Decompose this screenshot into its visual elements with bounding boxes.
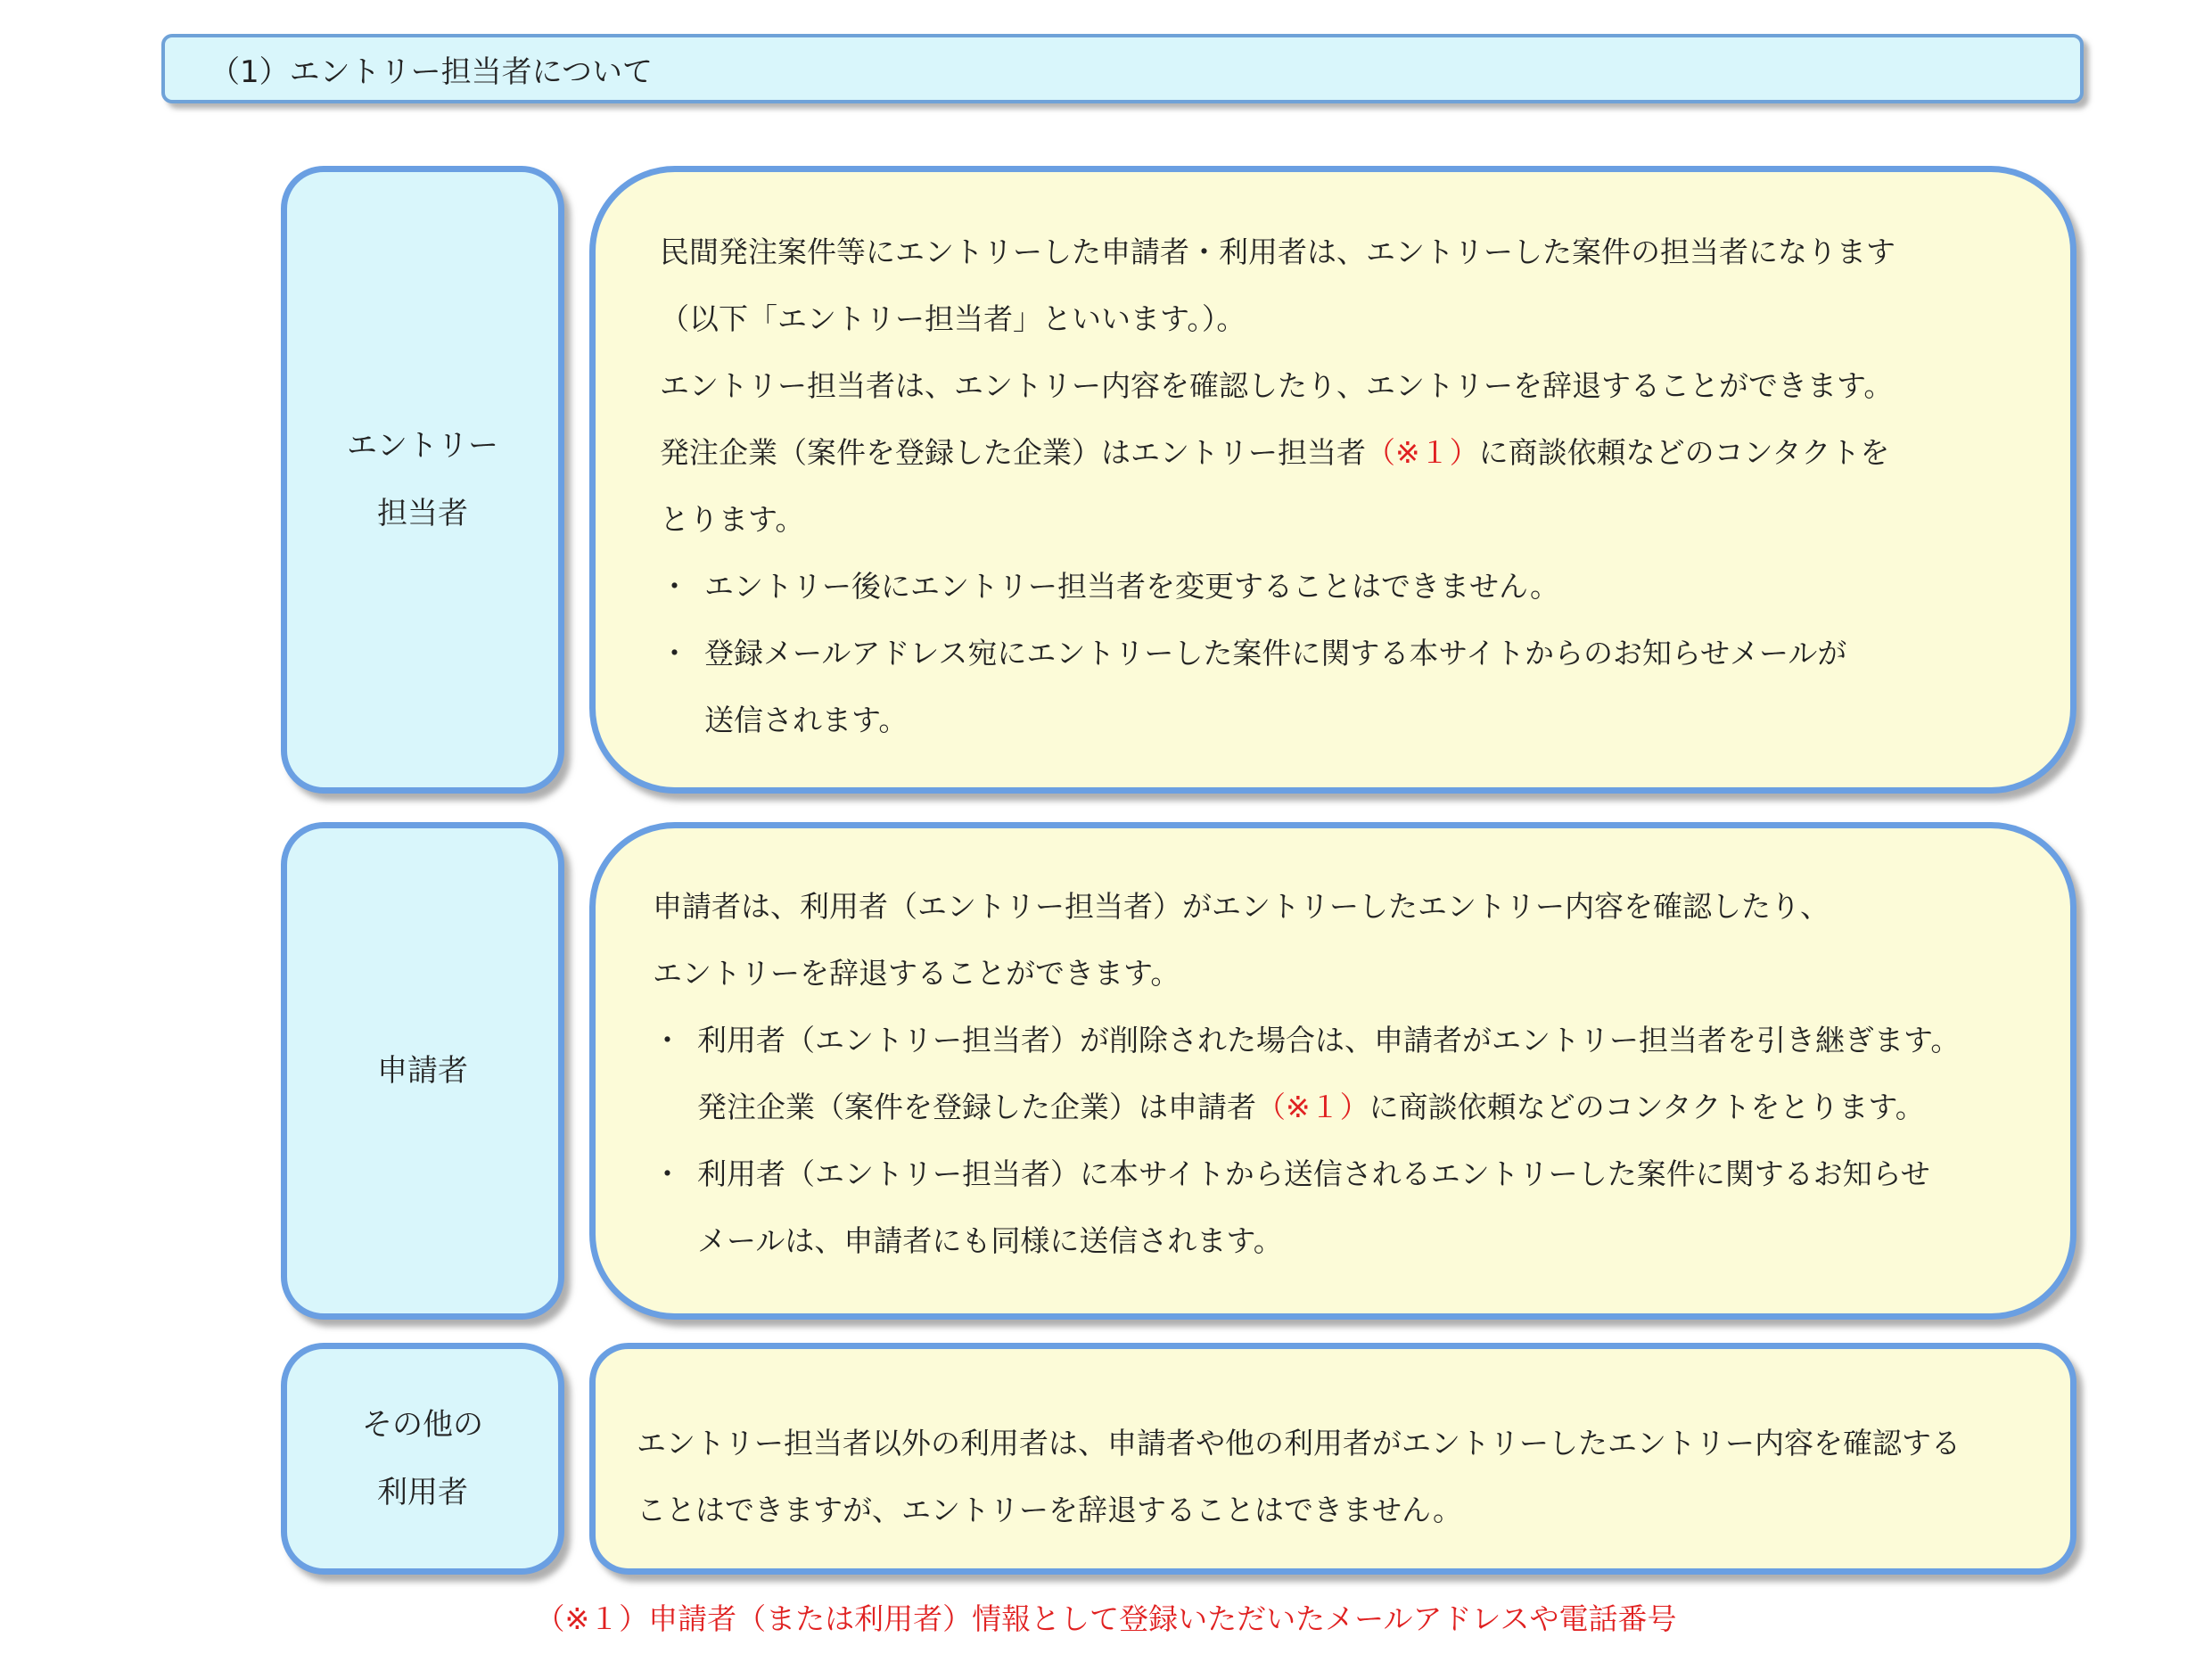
entry-bullet-2-text: 登録メールアドレス宛にエントリーした案件に関する本サイトからのお知らせメールが (704, 636, 1847, 671)
entry-p4 (660, 419, 2070, 486)
other-p1: エントリー担当者以外の利用者は、申請者や他の利用者がエントリーしたエントリー内容を確認する (637, 1426, 1961, 1460)
entry-p5: とります。 (660, 502, 805, 537)
entry-bullet-1 (660, 553, 2070, 620)
entry-person-label-line2: 担当者 (377, 496, 468, 531)
bullet-mark: ・ (653, 1156, 682, 1191)
section-header (161, 34, 2084, 103)
bullet-mark: ・ (660, 569, 689, 604)
entry-person-description-box (589, 166, 2076, 794)
other-users-label-line2: 利用者 (377, 1475, 468, 1510)
applicant-b1-2b: に商談依頼などのコンタクトをとります。 (1369, 1090, 1925, 1124)
other-users-description-box (589, 1343, 2076, 1575)
applicant-bullet-2-cont: メールは、申請者にも同様に送信されます。 (697, 1223, 1283, 1258)
applicant-label-box (281, 822, 564, 1320)
applicant-description-box (589, 822, 2076, 1320)
footnote: （※１）申請者（または利用者）情報として登録いただいたメールアドレスや電話番号 (535, 1601, 1677, 1636)
applicant-bullet-2 (653, 1140, 2070, 1207)
entry-p4-b: に商談依頼などのコンタクトを (1478, 435, 1890, 470)
entry-person-label-line1: エントリー (347, 428, 498, 464)
entry-p1: 民間発注案件等にエントリーした申請者・利用者は、エントリーした案件の担当者になります (660, 234, 1895, 269)
applicant-bullet-2-text: 利用者（エントリー担当者）に本サイトから送信されるエントリーした案件に関するお知らせ (697, 1156, 1930, 1191)
entry-p2: （以下「エントリー担当者」といいます。）。 (660, 301, 1246, 336)
section-title: （1）エントリー担当者について (210, 53, 653, 90)
other-users-label-line1: その他の (362, 1407, 483, 1443)
other-users-label-box (281, 1343, 564, 1575)
applicant-bullet-1 (653, 1007, 2070, 1074)
applicant-bullet-1-text: 利用者（エントリー担当者）が削除された場合は、申請者がエントリー担当者を引き継ぎます。 (697, 1023, 1961, 1057)
entry-bullet-2-cont: 送信されます。 (704, 703, 909, 737)
applicant-label: 申請者 (377, 1053, 468, 1089)
applicant-b1-2a: 発注企業（案件を登録した企業）は申請者 (697, 1090, 1256, 1124)
entry-person-label-box (281, 166, 564, 794)
bullet-mark: ・ (653, 1023, 682, 1057)
entry-bullet-1-text: エントリー後にエントリー担当者を変更することはできません。 (704, 569, 1559, 604)
entry-p4-a: 発注企業（案件を登録した企業）はエントリー担当者 (660, 435, 1366, 470)
bullet-mark: ・ (660, 636, 689, 671)
other-p2: ことはできますが、エントリーを辞退することはできません。 (637, 1493, 1462, 1527)
entry-bullet-2 (660, 620, 2070, 687)
applicant-bullet-1-cont (653, 1074, 2070, 1140)
entry-p4-footnote-ref: （※１） (1366, 435, 1479, 470)
applicant-p2: エントリーを辞退することができます。 (653, 956, 1180, 991)
applicant-p1: 申請者は、利用者（エントリー担当者）がエントリーしたエントリー内容を確認したり、 (653, 889, 1830, 924)
applicant-footnote-ref: （※１） (1256, 1090, 1369, 1124)
entry-p3: エントリー担当者は、エントリー内容を確認したり、エントリーを辞退することができます。 (660, 368, 1894, 403)
